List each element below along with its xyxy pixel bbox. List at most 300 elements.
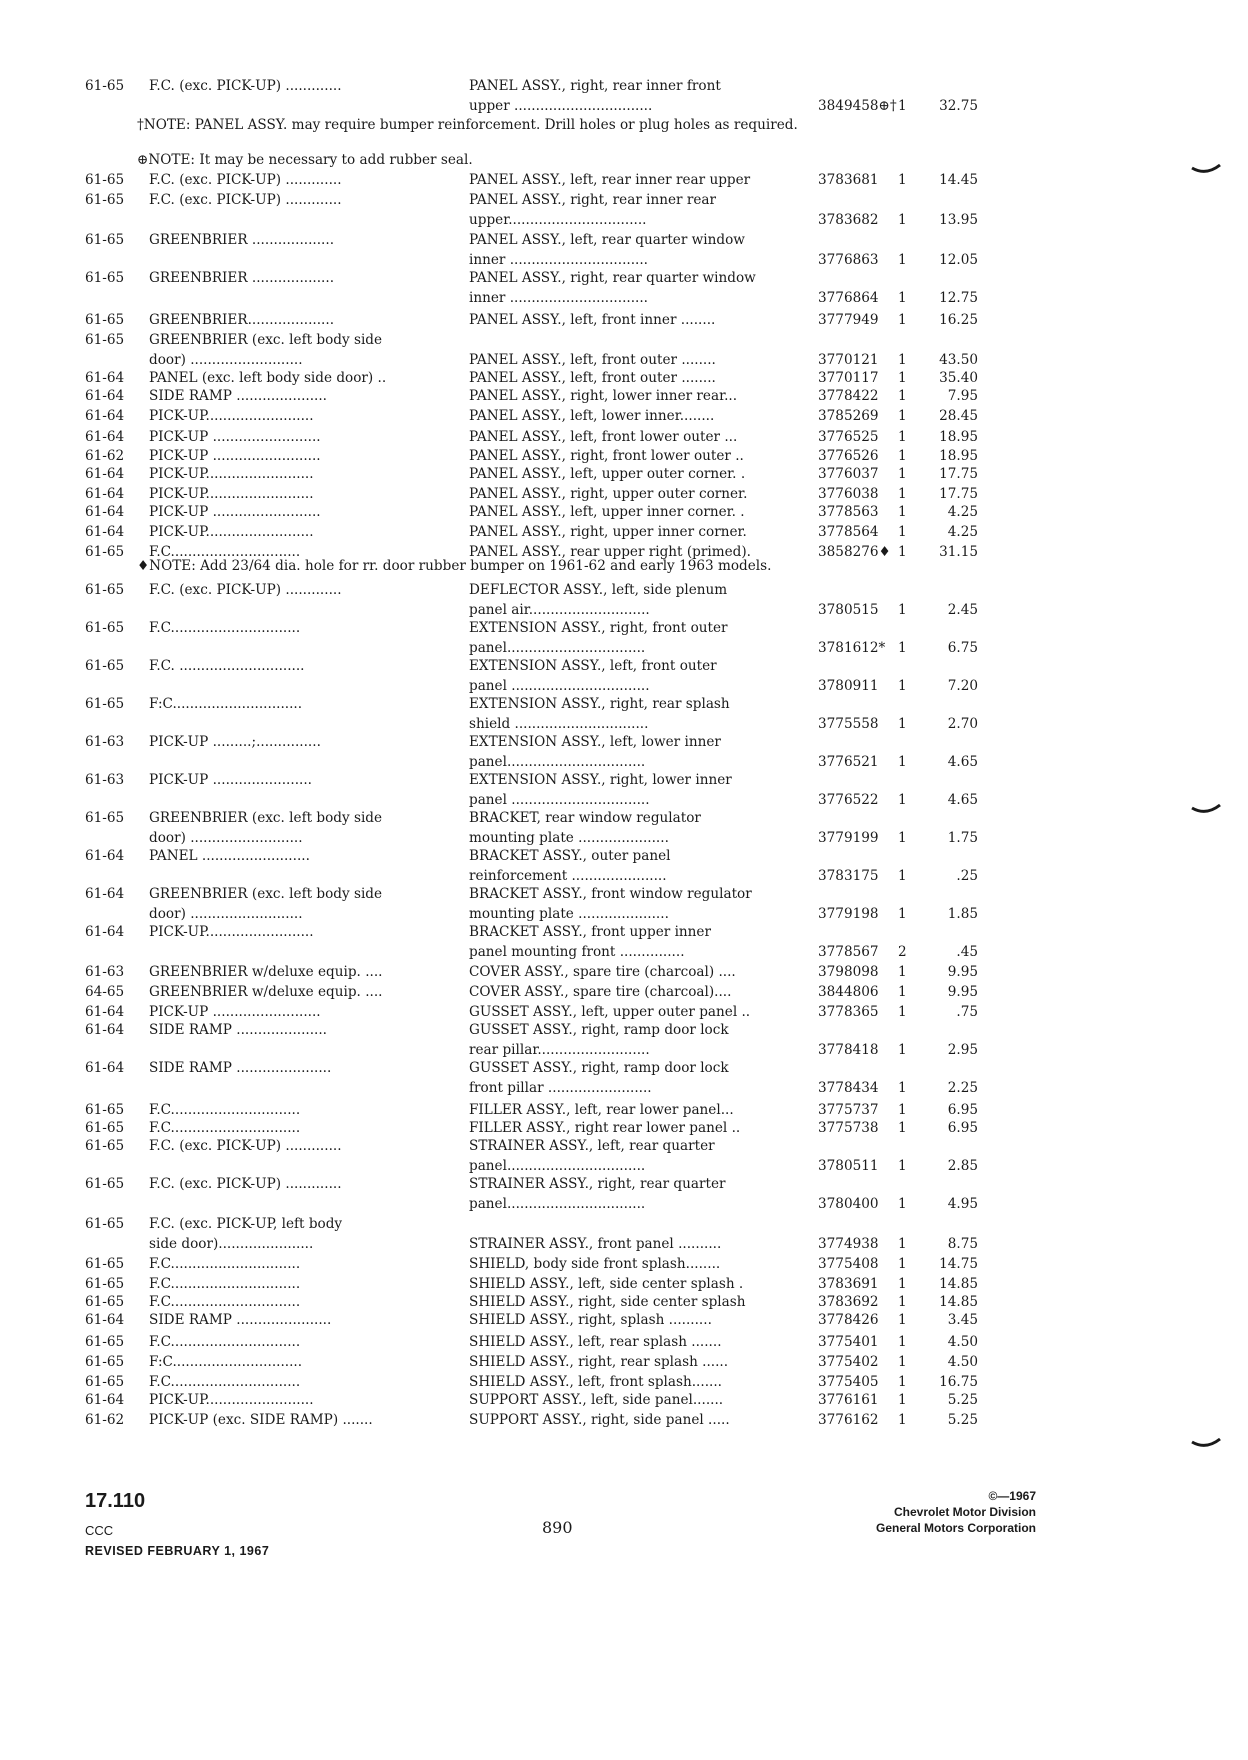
year-range: 61-65 [85, 78, 125, 94]
part-description: panel................................ [469, 1196, 646, 1212]
price: .45 [956, 944, 978, 960]
part-number: 3777949 [818, 312, 879, 328]
quantity: 1 [898, 212, 907, 228]
vehicle-model: PICK-UP......................... [149, 466, 314, 482]
year-range: 61-63 [85, 734, 125, 750]
part-description: PANEL ASSY., left, rear inner rear upper [469, 172, 751, 188]
part-number: 3778564 [818, 524, 879, 540]
quantity: 1 [898, 1158, 907, 1174]
part-description: STRAINER ASSY., right, rear quarter [469, 1176, 726, 1192]
quantity: 1 [898, 388, 907, 404]
vehicle-model: GREENBRIER (exc. left body side [149, 332, 383, 348]
year-range: 61-65 [85, 582, 125, 598]
part-description: PANEL ASSY., right, front lower outer .. [469, 448, 744, 464]
year-range: 61-65 [85, 1102, 125, 1118]
price: 12.05 [939, 252, 978, 268]
part-description: shield ............................... [469, 716, 649, 732]
table-row [0, 522, 1248, 542]
vehicle-model: F:C.............................. [149, 1354, 303, 1370]
price: 2.95 [947, 1042, 978, 1058]
note-text: †NOTE: PANEL ASSY. may require bumper reinforcement. Drill holes or plug holes as required. [137, 117, 798, 133]
quantity: 1 [898, 370, 907, 386]
part-number: 3858276♦ [818, 544, 891, 560]
part-number: 3778365 [818, 1004, 879, 1020]
price: 1.85 [947, 906, 978, 922]
part-description: COVER ASSY., spare tire (charcoal).... [469, 984, 732, 1000]
table-row [0, 76, 1248, 96]
table-row [0, 1292, 1248, 1312]
quantity: 1 [898, 792, 907, 808]
part-number: 3776864 [818, 290, 879, 306]
part-number: 3775405 [818, 1374, 879, 1390]
quantity: 1 [898, 504, 907, 520]
vehicle-model: F.C. (exc. PICK-UP) ............. [149, 1176, 342, 1192]
quantity: 1 [898, 486, 907, 502]
quantity: 1 [898, 252, 907, 268]
copyright: ©—1967 [988, 1489, 1036, 1503]
part-description: front pillar ........................ [469, 1080, 652, 1096]
part-number: 3778563 [818, 504, 879, 520]
table-row [0, 268, 1248, 288]
table-row [0, 1410, 1248, 1430]
table-row [0, 96, 1248, 116]
vehicle-model: SIDE RAMP ..................... [149, 388, 328, 404]
price: 14.85 [939, 1294, 978, 1310]
price: 18.95 [939, 448, 978, 464]
quantity: 1 [898, 544, 907, 560]
table-row [0, 1214, 1248, 1234]
part-description: panel................................ [469, 1158, 646, 1174]
vehicle-model: PICK-UP ....................... [149, 772, 312, 788]
price: 6.95 [947, 1120, 978, 1136]
table-row [0, 1002, 1248, 1022]
part-description: EXTENSION ASSY., left, front outer [469, 658, 717, 674]
vehicle-model: PANEL ......................... [149, 848, 310, 864]
year-range: 61-65 [85, 1216, 125, 1232]
vehicle-model: F.C.............................. [149, 1276, 301, 1292]
price: 4.65 [947, 792, 978, 808]
table-row [0, 1040, 1248, 1060]
division-name: Chevrolet Motor Division [893, 1505, 1036, 1519]
table-row [0, 922, 1248, 942]
year-range: 61-65 [85, 544, 125, 560]
price: 7.95 [947, 388, 978, 404]
quantity: 1 [898, 98, 907, 114]
part-number: 3780511 [818, 1158, 879, 1174]
year-range: 61-63 [85, 772, 125, 788]
table-row [0, 714, 1248, 734]
part-description: rear pillar.......................... [469, 1042, 650, 1058]
part-number: 3785269 [818, 408, 879, 424]
year-range: 61-62 [85, 448, 125, 464]
year-range: 61-65 [85, 1138, 125, 1154]
year-range: 61-65 [85, 658, 125, 674]
vehicle-model: PICK-UP......................... [149, 524, 314, 540]
part-description: SUPPORT ASSY., right, side panel ..... [469, 1412, 730, 1428]
part-number: 3776037 [818, 466, 879, 482]
vehicle-model: F.C.............................. [149, 620, 301, 636]
quantity: 1 [898, 172, 907, 188]
vehicle-model: GREENBRIER ................... [149, 232, 335, 248]
price: 9.95 [947, 964, 978, 980]
year-range: 61-65 [85, 1354, 125, 1370]
part-description: PANEL ASSY., left, upper outer corner. . [469, 466, 746, 482]
part-description: panel ................................ [469, 678, 650, 694]
table-row [0, 694, 1248, 714]
table-row [0, 790, 1248, 810]
part-number: 3781612* [818, 640, 886, 656]
part-number: 3783691 [818, 1276, 879, 1292]
quantity: 1 [898, 602, 907, 618]
price: 28.45 [939, 408, 978, 424]
part-description: PANEL ASSY., right, rear inner rear [469, 192, 717, 208]
vehicle-model: PICK-UP .........;............... [149, 734, 321, 750]
year-range: 61-64 [85, 370, 125, 386]
part-description: panel air............................ [469, 602, 650, 618]
price: 2.25 [947, 1080, 978, 1096]
price: 4.25 [947, 524, 978, 540]
quantity: 1 [898, 448, 907, 464]
year-range: 64-65 [85, 984, 125, 1000]
vehicle-model: PICK-UP ......................... [149, 429, 321, 445]
table-row [0, 1372, 1248, 1392]
year-range: 61-65 [85, 332, 125, 348]
vehicle-model: PICK-UP ......................... [149, 1004, 321, 1020]
price: 12.75 [939, 290, 978, 306]
part-description: SHIELD ASSY., left, side center splash . [469, 1276, 744, 1292]
table-row [0, 386, 1248, 406]
part-number: 3779199 [818, 830, 879, 846]
year-range: 61-65 [85, 1120, 125, 1136]
quantity: 1 [898, 1412, 907, 1428]
year-range: 61-65 [85, 1294, 125, 1310]
price: 3.45 [947, 1312, 978, 1328]
vehicle-model: PICK-UP (exc. SIDE RAMP) ....... [149, 1412, 373, 1428]
table-row [0, 170, 1248, 190]
quantity: 1 [898, 1354, 907, 1370]
vehicle-model: F.C.............................. [149, 544, 301, 560]
part-number: 3776863 [818, 252, 879, 268]
part-description: PANEL ASSY., left, front outer ........ [469, 370, 716, 386]
table-row [0, 1078, 1248, 1098]
year-range: 61-65 [85, 1176, 125, 1192]
table-row [0, 484, 1248, 504]
part-number: 3775558 [818, 716, 879, 732]
table-row [0, 580, 1248, 600]
price: 16.25 [939, 312, 978, 328]
part-description: SHIELD ASSY., right, rear splash ...... [469, 1354, 729, 1370]
note-text: ⊕NOTE: It may be necessary to add rubber seal. [137, 152, 473, 168]
quantity: 1 [898, 408, 907, 424]
table-row [0, 600, 1248, 620]
vehicle-model: GREENBRIER.................... [149, 312, 335, 328]
quantity: 1 [898, 1256, 907, 1272]
part-description: STRAINER ASSY., left, rear quarter [469, 1138, 715, 1154]
vehicle-model: PICK-UP......................... [149, 1392, 314, 1408]
table-row [0, 210, 1248, 230]
table-row [0, 752, 1248, 772]
quantity: 1 [898, 830, 907, 846]
price: 4.25 [947, 504, 978, 520]
year-range: 61-64 [85, 886, 125, 902]
quantity: 1 [898, 1196, 907, 1212]
part-number: 3774938 [818, 1236, 879, 1252]
price: 35.40 [939, 370, 978, 386]
vehicle-model: side door)...................... [149, 1236, 314, 1252]
part-number: 3770117 [818, 370, 879, 386]
table-row [0, 1058, 1248, 1078]
table-row [0, 406, 1248, 426]
price: 8.75 [947, 1236, 978, 1252]
part-description: mounting plate ..................... [469, 830, 669, 846]
year-range: 61-65 [85, 270, 125, 286]
price: .75 [956, 1004, 978, 1020]
part-number: 3776521 [818, 754, 879, 770]
table-row [0, 1390, 1248, 1410]
table-row [0, 1100, 1248, 1120]
year-range: 61-64 [85, 429, 125, 445]
price: 4.65 [947, 754, 978, 770]
part-description: PANEL ASSY., right, rear quarter window [469, 270, 756, 286]
part-number: 3780515 [818, 602, 879, 618]
price: 6.95 [947, 1102, 978, 1118]
vehicle-model: F.C. (exc. PICK-UP) ............. [149, 582, 342, 598]
price: 14.45 [939, 172, 978, 188]
table-row [0, 446, 1248, 466]
year-range: 61-65 [85, 192, 125, 208]
year-range: 61-64 [85, 504, 125, 520]
table-row [0, 1194, 1248, 1214]
part-number: 3780400 [818, 1196, 879, 1212]
table-row [0, 846, 1248, 866]
table-row [0, 808, 1248, 828]
part-description: upper................................ [469, 212, 647, 228]
part-description: PANEL ASSY., rear upper right (primed). [469, 544, 751, 560]
table-row [0, 250, 1248, 270]
vehicle-model: door) .......................... [149, 906, 303, 922]
table-row [0, 1020, 1248, 1040]
vehicle-model: PICK-UP ......................... [149, 504, 321, 520]
price: 17.75 [939, 486, 978, 502]
part-description: PANEL ASSY., right, rear inner front [469, 78, 721, 94]
price: 18.95 [939, 429, 978, 445]
part-number: 3778567 [818, 944, 879, 960]
part-number: 3776526 [818, 448, 879, 464]
table-row [0, 1254, 1248, 1274]
part-description: panel mounting front ............... [469, 944, 685, 960]
vehicle-model: F.C.............................. [149, 1294, 301, 1310]
part-number: 3778426 [818, 1312, 879, 1328]
vehicle-model: PICK-UP......................... [149, 486, 314, 502]
price: 1.75 [947, 830, 978, 846]
part-description: BRACKET, rear window regulator [469, 810, 701, 826]
quantity: 1 [898, 1080, 907, 1096]
part-number: 3775408 [818, 1256, 879, 1272]
table-row [0, 350, 1248, 370]
table-row [0, 676, 1248, 696]
year-range: 61-65 [85, 312, 125, 328]
vehicle-model: F.C.............................. [149, 1334, 301, 1350]
table-row [0, 1118, 1248, 1138]
part-number: 3776525 [818, 429, 879, 445]
table-row [0, 638, 1248, 658]
part-description: SHIELD ASSY., right, splash .......... [469, 1312, 712, 1328]
part-description: PANEL ASSY., left, rear quarter window [469, 232, 745, 248]
year-range: 61-65 [85, 1374, 125, 1390]
part-description: EXTENSION ASSY., right, rear splash [469, 696, 730, 712]
part-description: PANEL ASSY., left, front lower outer ... [469, 429, 738, 445]
year-range: 61-64 [85, 1392, 125, 1408]
price: 7.20 [947, 678, 978, 694]
part-description: inner ................................ [469, 252, 648, 268]
part-description: PANEL ASSY., left, front outer ........ [469, 352, 716, 368]
part-number: 3775737 [818, 1102, 879, 1118]
year-range: 61-63 [85, 964, 125, 980]
part-number: 3778418 [818, 1042, 879, 1058]
part-description: PANEL ASSY., right, lower inner rear... [469, 388, 738, 404]
part-description: BRACKET ASSY., front upper inner [469, 924, 711, 940]
vehicle-model: GREENBRIER w/deluxe equip. .... [149, 964, 383, 980]
table-row [0, 368, 1248, 388]
part-description: SHIELD ASSY., left, front splash....... [469, 1374, 722, 1390]
price: 5.25 [947, 1392, 978, 1408]
quantity: 1 [898, 984, 907, 1000]
year-range: 61-64 [85, 1312, 125, 1328]
price: .25 [956, 868, 978, 884]
margin-tick-mark [1190, 802, 1224, 818]
year-range: 61-64 [85, 1004, 125, 1020]
table-row [0, 942, 1248, 962]
year-range: 61-64 [85, 1060, 125, 1076]
vehicle-model: door) .......................... [149, 830, 303, 846]
table-row [0, 962, 1248, 982]
vehicle-model: SIDE RAMP ..................... [149, 1022, 328, 1038]
note-text: ♦NOTE: Add 23/64 dia. hole for rr. door rubber bumper on 1961-62 and early 1963 models. [137, 558, 772, 574]
price: 17.75 [939, 466, 978, 482]
table-row [0, 330, 1248, 350]
year-range: 61-65 [85, 1256, 125, 1272]
part-number: 3783692 [818, 1294, 879, 1310]
year-range: 61-64 [85, 388, 125, 404]
price: 4.95 [947, 1196, 978, 1212]
table-row [0, 1274, 1248, 1294]
price: 2.45 [947, 602, 978, 618]
quantity: 1 [898, 1312, 907, 1328]
table-row [0, 732, 1248, 752]
vehicle-model: PANEL (exc. left body side door) .. [149, 370, 387, 386]
price: 14.75 [939, 1256, 978, 1272]
quantity: 1 [898, 754, 907, 770]
part-number: 3776522 [818, 792, 879, 808]
vehicle-model: SIDE RAMP ...................... [149, 1312, 332, 1328]
table-row [0, 828, 1248, 848]
vehicle-model: door) .......................... [149, 352, 303, 368]
vehicle-model: SIDE RAMP ...................... [149, 1060, 332, 1076]
quantity: 1 [898, 524, 907, 540]
part-description: GUSSET ASSY., right, ramp door lock [469, 1060, 729, 1076]
part-description: mounting plate ..................... [469, 906, 669, 922]
table-row [0, 190, 1248, 210]
part-description: PANEL ASSY., left, lower inner........ [469, 408, 715, 424]
table-row [0, 288, 1248, 308]
year-range: 61-65 [85, 1334, 125, 1350]
page-number: 890 [542, 1518, 573, 1537]
part-number: 3783681 [818, 172, 879, 188]
price: 16.75 [939, 1374, 978, 1390]
part-number: 3844806 [818, 984, 879, 1000]
table-row [0, 618, 1248, 638]
price: 2.70 [947, 716, 978, 732]
year-range: 61-64 [85, 848, 125, 864]
part-number: 3798098 [818, 964, 879, 980]
vehicle-model: GREENBRIER (exc. left body side [149, 810, 383, 826]
price: 31.15 [939, 544, 978, 560]
revision-date: REVISED FEBRUARY 1, 1967 [85, 1544, 270, 1558]
part-description: PANEL ASSY., left, upper inner corner. . [469, 504, 745, 520]
price: 14.85 [939, 1276, 978, 1292]
table-row [0, 1156, 1248, 1176]
part-number: 3776162 [818, 1412, 879, 1428]
part-number: 3779198 [818, 906, 879, 922]
vehicle-model: GREENBRIER (exc. left body side [149, 886, 383, 902]
part-number: 3770121 [818, 352, 879, 368]
corporation-name: General Motors Corporation [875, 1521, 1036, 1535]
quantity: 1 [898, 1004, 907, 1020]
part-description: STRAINER ASSY., front panel .......... [469, 1236, 722, 1252]
part-description: SUPPORT ASSY., left, side panel....... [469, 1392, 724, 1408]
price: 5.25 [947, 1412, 978, 1428]
note-door-bumper-hole [0, 556, 1248, 576]
table-row [0, 884, 1248, 904]
year-range: 61-65 [85, 810, 125, 826]
vehicle-model: GREENBRIER ................... [149, 270, 335, 286]
quantity: 1 [898, 290, 907, 306]
quantity: 1 [898, 1392, 907, 1408]
part-description: inner ................................ [469, 290, 648, 306]
note-bumper-reinforcement [0, 116, 1248, 136]
table-row [0, 982, 1248, 1002]
vehicle-model: F.C. (exc. PICK-UP) ............. [149, 78, 342, 94]
quantity: 1 [898, 1042, 907, 1058]
part-description: PANEL ASSY., right, upper inner corner. [469, 524, 747, 540]
price: 32.75 [939, 98, 978, 114]
part-number: 3776038 [818, 486, 879, 502]
vehicle-model: PICK-UP......................... [149, 924, 314, 940]
part-number: 3775401 [818, 1334, 879, 1350]
year-range: 61-62 [85, 1412, 125, 1428]
quantity: 1 [898, 1334, 907, 1350]
price: 4.50 [947, 1334, 978, 1350]
part-number: 3776161 [818, 1392, 879, 1408]
vehicle-model: PICK-UP......................... [149, 408, 314, 424]
vehicle-model: F.C. ............................. [149, 658, 305, 674]
table-row [0, 230, 1248, 250]
table-row [0, 656, 1248, 676]
table-row [0, 1234, 1248, 1254]
part-description: EXTENSION ASSY., left, lower inner [469, 734, 721, 750]
quantity: 1 [898, 1120, 907, 1136]
part-description: PANEL ASSY., left, front inner ........ [469, 312, 716, 328]
part-description: SHIELD ASSY., left, rear splash ....... [469, 1334, 722, 1350]
part-description: BRACKET ASSY., front window regulator [469, 886, 752, 902]
table-row [0, 310, 1248, 330]
quantity: 1 [898, 640, 907, 656]
year-range: 61-65 [85, 1276, 125, 1292]
quantity: 1 [898, 1102, 907, 1118]
margin-tick-mark [1190, 1436, 1224, 1452]
price: 9.95 [947, 984, 978, 1000]
table-row [0, 427, 1248, 447]
